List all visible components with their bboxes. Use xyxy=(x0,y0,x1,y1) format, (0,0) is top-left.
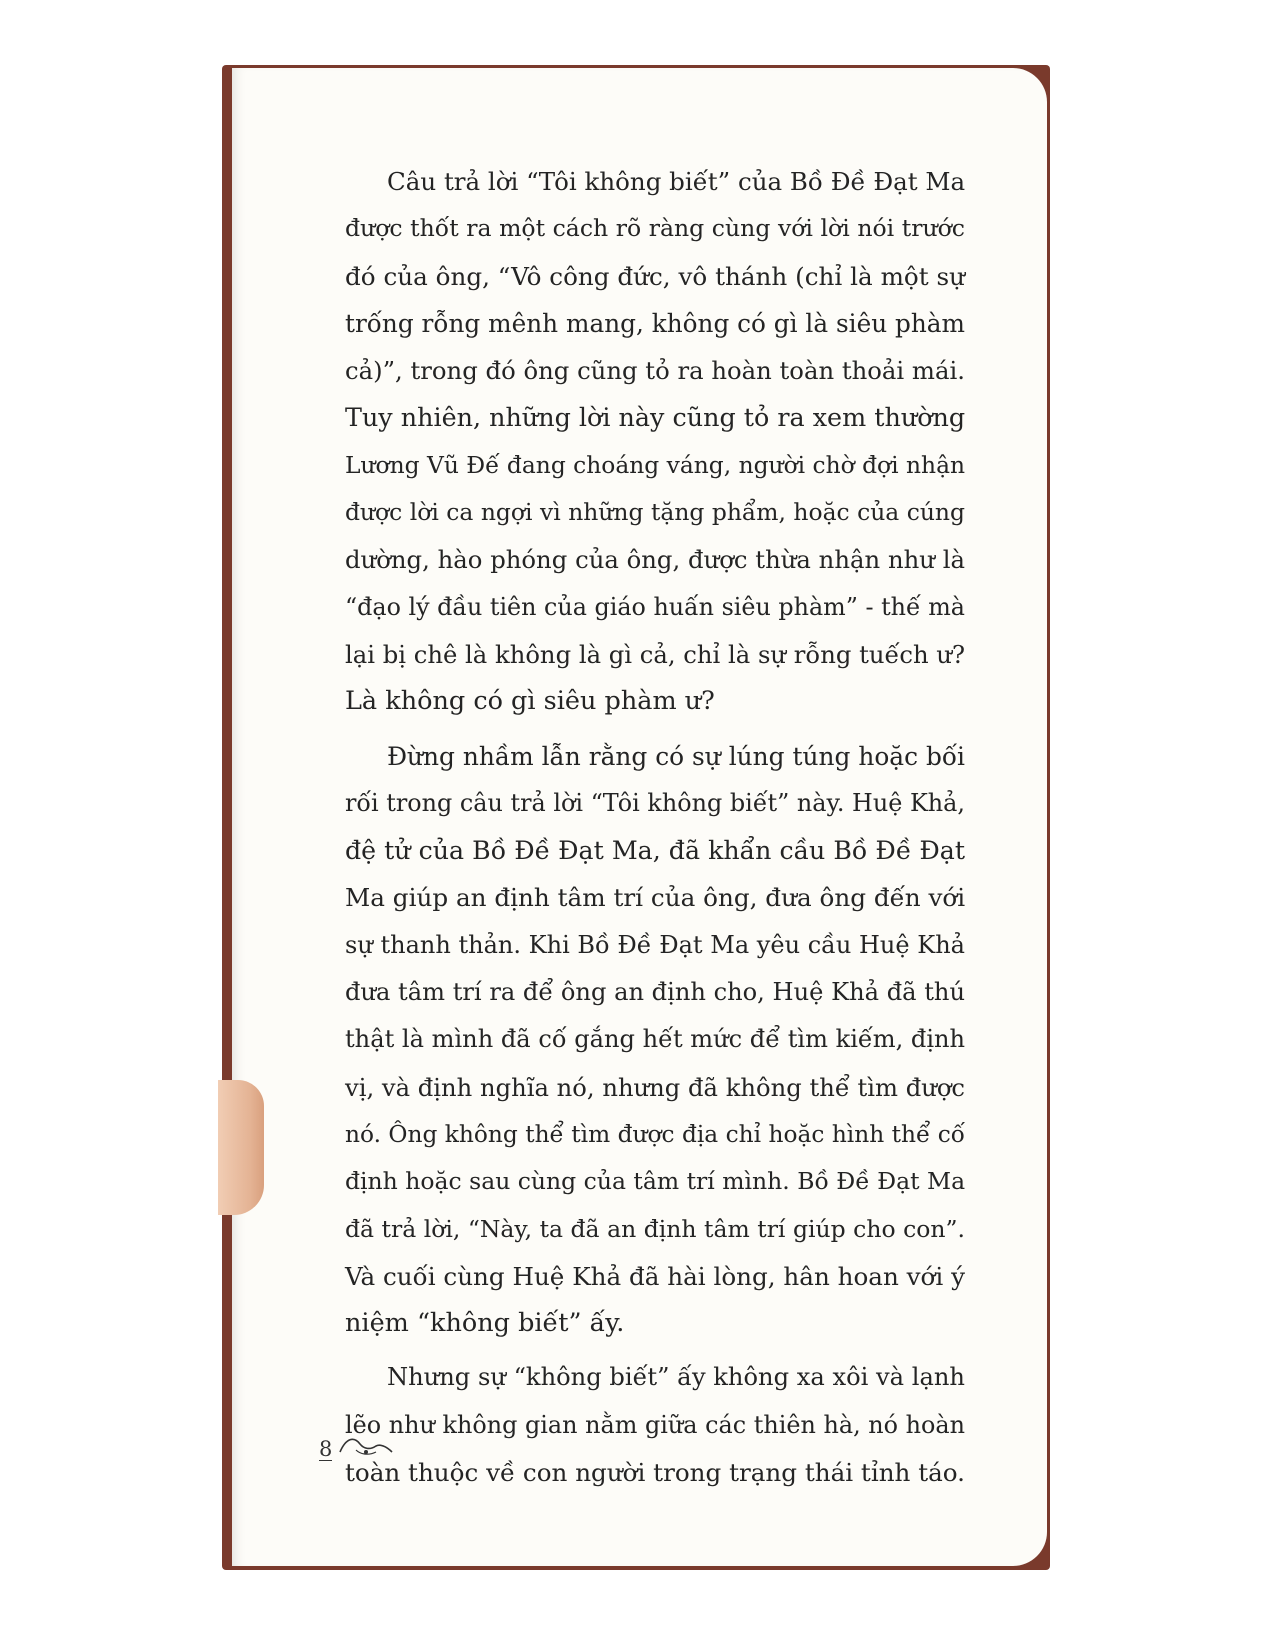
paragraph-1 xyxy=(345,158,965,726)
text-line: Tuy nhiên, những lời này cũng tỏ ra xem thường xyxy=(345,402,966,433)
text-line: nó. Ông không thể tìm được địa chỉ hoặc hình thể cố xyxy=(345,1120,965,1148)
holding-thumb xyxy=(218,1080,264,1215)
text-line: cả)”, trong đó ông cũng tỏ ra hoàn toàn thoải mái. xyxy=(345,356,965,386)
text-line: Đừng nhầm lẫn rằng có sự lúng túng hoặc bối xyxy=(387,741,965,771)
text-line: Nhưng sự “không biết” ấy không xa xôi và lạnh xyxy=(387,1363,965,1392)
text-line: lẽo như không gian nằm giữa các thiên hà, nó hoàn xyxy=(345,1410,965,1439)
text-line: Câu trả lời “Tôi không biết” của Bồ Đề Đạt Ma xyxy=(387,167,966,196)
text-line: toàn thuộc về con người trong trạng thái tỉnh táo. xyxy=(345,1458,965,1488)
text-line: định hoặc sau cùng của tâm trí mình. Bồ Đề Đạt Ma xyxy=(345,1167,966,1196)
text-line: Ma giúp an định tâm trí của ông, đưa ông đến với xyxy=(345,883,966,913)
text-line: đó của ông, “Vô công đức, vô thánh (chỉ là một sự xyxy=(345,261,965,291)
paragraph-2 xyxy=(345,733,965,1348)
text-line: đệ tử của Bồ Đề Đạt Ma, đã khẩn cầu Bồ Đề Đạt xyxy=(345,836,965,866)
text-line: Lương Vũ Đế đang choáng váng, người chờ đợi nhận xyxy=(345,450,966,479)
text-line: vị, và định nghĩa nó, nhưng đã không thể tìm được xyxy=(345,1072,965,1102)
text-line: lại bị chê là không là gì cả, chỉ là sự rỗng tuếch ư? xyxy=(345,639,965,669)
text-line: dường, hào phóng của ông, được thừa nhận như là xyxy=(345,545,965,575)
text-line: thật là mình đã cố gắng hết mức để tìm kiếm, định xyxy=(345,1025,966,1054)
text-line: đưa tâm trí ra để ông an định cho, Huệ Khả đã thú xyxy=(345,978,965,1007)
page-body xyxy=(345,158,965,1496)
text-line: Và cuối cùng Huệ Khả đã hài lòng, hân hoan với ý xyxy=(345,1261,965,1291)
text-line: trống rỗng mênh mang, không có gì là siêu phàm xyxy=(345,308,965,338)
text-line: rối trong câu trả lời “Tôi không biết” này. Huệ Khả, xyxy=(345,788,965,817)
text-line: được lời ca ngợi vì những tặng phẩm, hoặc của cúng xyxy=(345,498,965,527)
text-line: Là không có gì siêu phàm ư? xyxy=(345,686,715,717)
text-line: sự thanh thản. Khi Bồ Đề Đạt Ma yêu cầu Huệ Khả xyxy=(345,930,965,959)
text-line: niệm “không biết” ấy. xyxy=(345,1308,625,1339)
paragraph-3 xyxy=(345,1354,965,1496)
ornament-icon xyxy=(336,1430,396,1460)
text-line: đã trả lời, “Này, ta đã an định tâm trí giúp cho con”. xyxy=(345,1214,965,1243)
text-line: “đạo lý đầu tiên của giáo huấn siêu phàm” - thế mà xyxy=(345,592,965,621)
page-number: 8 xyxy=(319,1437,333,1461)
text-line: được thốt ra một cách rõ ràng cùng với lời nói trước xyxy=(345,214,965,243)
